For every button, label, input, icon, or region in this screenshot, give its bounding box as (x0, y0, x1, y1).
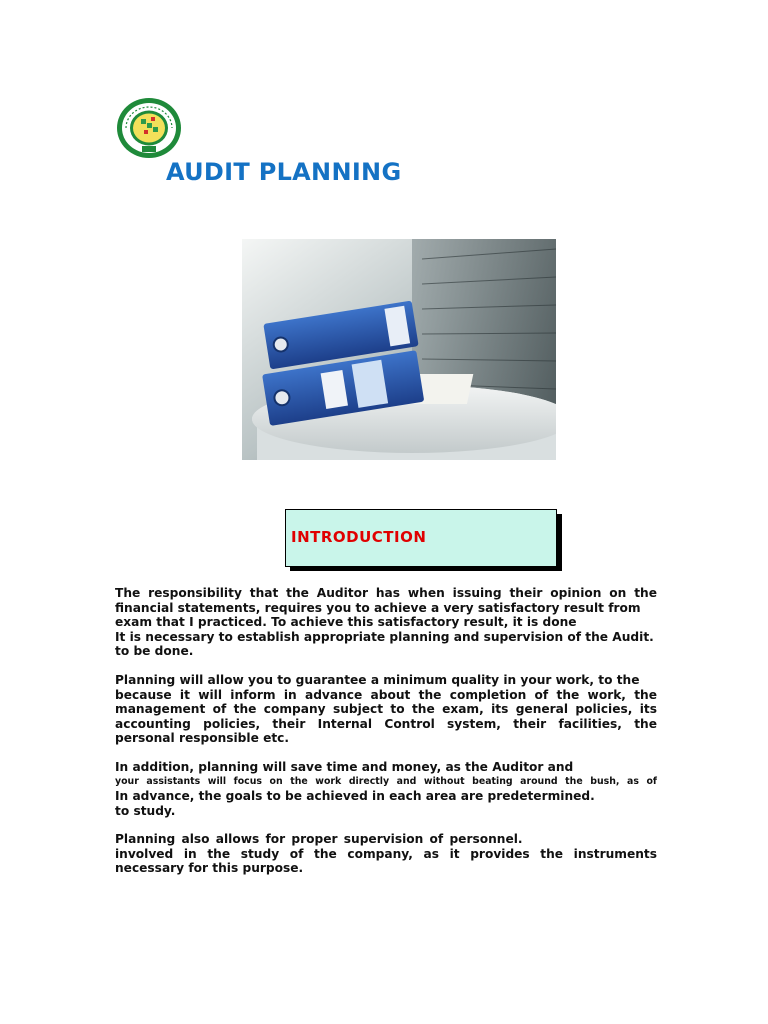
text-line: accounting policies, their Internal Control system, their facilities, the (115, 716, 657, 731)
paragraph-supervision (115, 832, 657, 876)
paragraph-responsibility (115, 586, 657, 659)
text-line: In addition, planning will save time and money, as the Auditor and (115, 760, 574, 774)
introduction-box (285, 509, 563, 572)
text-line: Planning will allow you to guarantee a minimum quality in your work, to the (115, 673, 640, 687)
text-line: financial statements, requires you to achieve a very satisfactory result from (115, 600, 641, 615)
text-line: It is necessary to establish appropriate planning and supervision of the Audit. (115, 629, 654, 644)
text-line: necessary for this purpose. (115, 861, 304, 876)
text-line: exam that I practiced. To achieve this satisfactory result, it is done (115, 615, 577, 630)
text-line: because it will inform in advance about the completion of the work, the (115, 687, 657, 702)
blue-binders-photo (242, 239, 556, 460)
page-title: AUDIT PLANNING (166, 158, 402, 186)
text-line: Planning also allows for proper supervision of personnel. (115, 832, 523, 846)
text-line: The responsibility that the Auditor has when issuing their opinion on the (115, 586, 657, 600)
text-line: involved in the study of the company, as it provides the instruments (115, 846, 657, 861)
text-line: management of the company subject to the exam, its general policies, its (115, 702, 657, 717)
paragraph-time-money (115, 760, 657, 818)
introduction-heading: INTRODUCTION (291, 528, 427, 546)
hero-image (242, 239, 556, 460)
text-line: your assistants will focus on the work directly and without beating around the bush, as of (115, 775, 657, 787)
text-line: In advance, the goals to be achieved in each area are predetermined. (115, 789, 595, 804)
university-logo (116, 97, 182, 159)
paragraph-planning-quality (115, 673, 657, 746)
text-line: personal responsible etc. (115, 731, 290, 746)
text-line: to study. (115, 803, 176, 818)
introduction-panel (285, 509, 557, 567)
text-line: to be done. (115, 644, 194, 659)
university-seal-icon (116, 97, 182, 159)
